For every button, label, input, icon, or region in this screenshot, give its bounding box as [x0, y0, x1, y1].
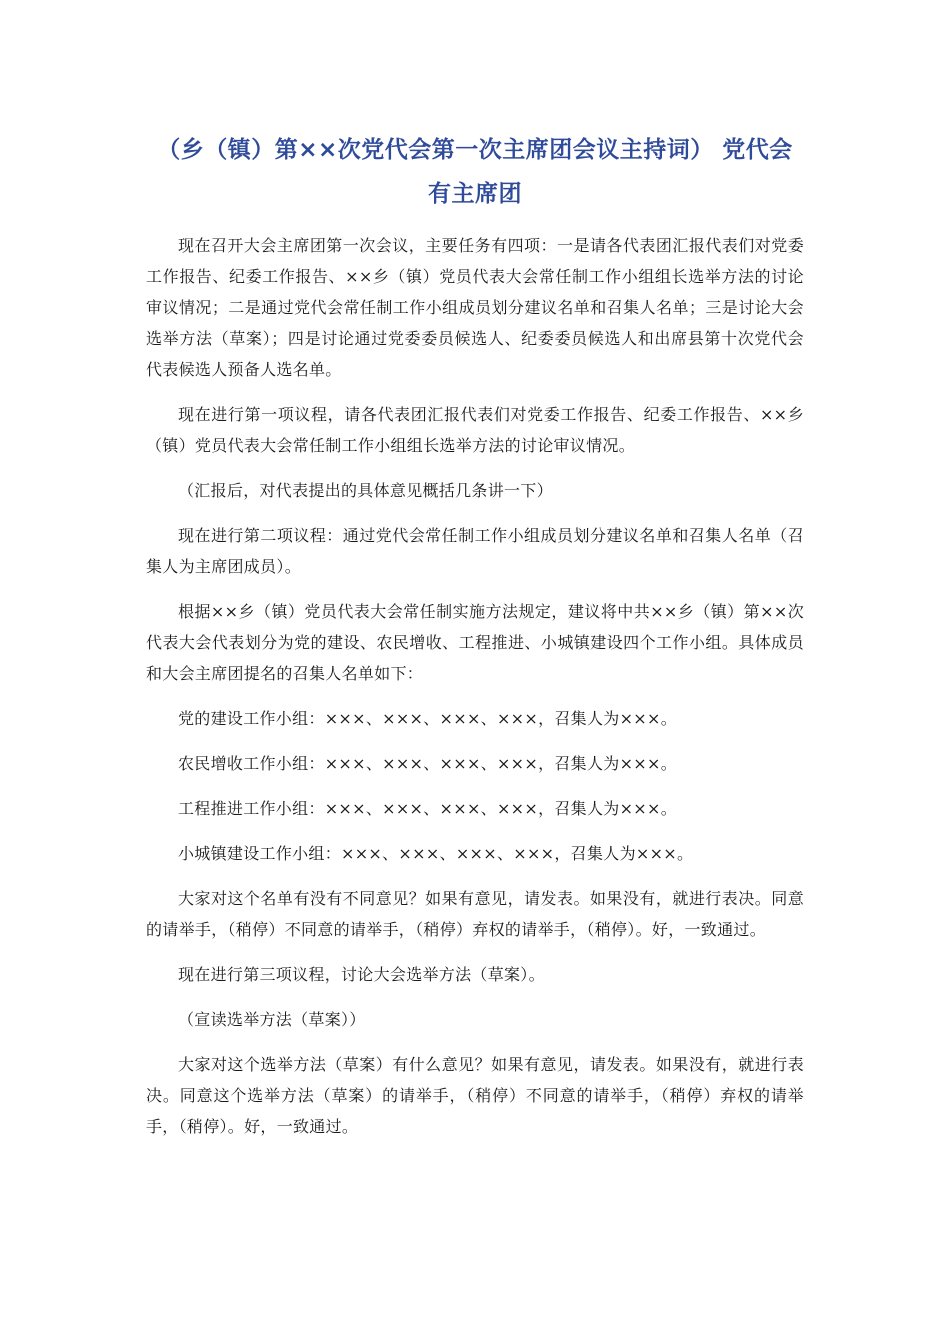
paragraph-agenda-3: 现在进行第三项议程，讨论大会选举方法（草案）。	[178, 965, 545, 984]
paragraph-group-project: 工程推进工作小组：×××、×××、×××、×××，召集人为×××。	[178, 799, 677, 818]
paragraph-agenda-1: 现在进行第一项议程，请各代表团汇报代表们对党委工作报告、纪委工作报告、××乡（镇）党员代表大会常任制工作小组组长选举方法的讨论审议情况。	[146, 405, 804, 455]
paragraph-group-small-town: 小城镇建设工作小组：×××、×××、×××、×××，召集人为×××。	[178, 844, 694, 863]
paragraph-agenda-2: 现在进行第二项议程：通过党代会常任制工作小组成员划分建议名单和召集人名单（召集人为主席团成员）。	[146, 526, 804, 576]
paragraph-group-farmer-income: 农民增收工作小组：×××、×××、×××、×××，召集人为×××。	[178, 754, 677, 773]
paragraph-groups-intro: 根据××乡（镇）党员代表大会常任制实施方法规定，建议将中共××乡（镇）第××次代表大会代表划分为党的建设、农民增收、工程推进、小城镇建设四个工作小组。具体成员和大会主席团提名的召集人名单如下：	[146, 602, 804, 683]
paragraph-vote-method: 大家对这个选举方法（草案）有什么意见？如果有意见，请发表。如果没有，就进行表决。同意这个选举方法（草案）的请举手，（稍停）不同意的请举手，（稍停）弃权的请举手，（稍停）。好，一致通过。	[146, 1055, 804, 1136]
paragraph-intro: 现在召开大会主席团第一次会议，主要任务有四项：一是请各代表团汇报代表们对党委工作报告、纪委工作报告、××乡（镇）党员代表大会常任制工作小组组长选举方法的讨论审议情况；二是通过党代会常任制工作小组成员划分建议名单和召集人名单；三是讨论大会选举方法（草案）；四是讨论通过党委委员候选人、纪委委员候选人和出席县第十次党代会代表候选人预备人选名单。	[146, 236, 804, 379]
document-page	[146, 128, 804, 1156]
document-title: （乡（镇）第××次党代会第一次主席团会议主持词） 党代会有主席团	[157, 137, 793, 207]
paragraph-note-read: （宣读选举方法（草案））	[178, 1010, 366, 1029]
paragraph-note-report: （汇报后，对代表提出的具体意见概括几条讲一下）	[178, 481, 553, 500]
paragraph-vote-list: 大家对这个名单有没有不同意见？如果有意见，请发表。如果没有，就进行表决。同意的请举手，（稍停）不同意的请举手，（稍停）弃权的请举手，（稍停）。好，一致通过。	[146, 889, 804, 939]
paragraph-group-party-building: 党的建设工作小组：×××、×××、×××、×××，召集人为×××。	[178, 709, 677, 728]
